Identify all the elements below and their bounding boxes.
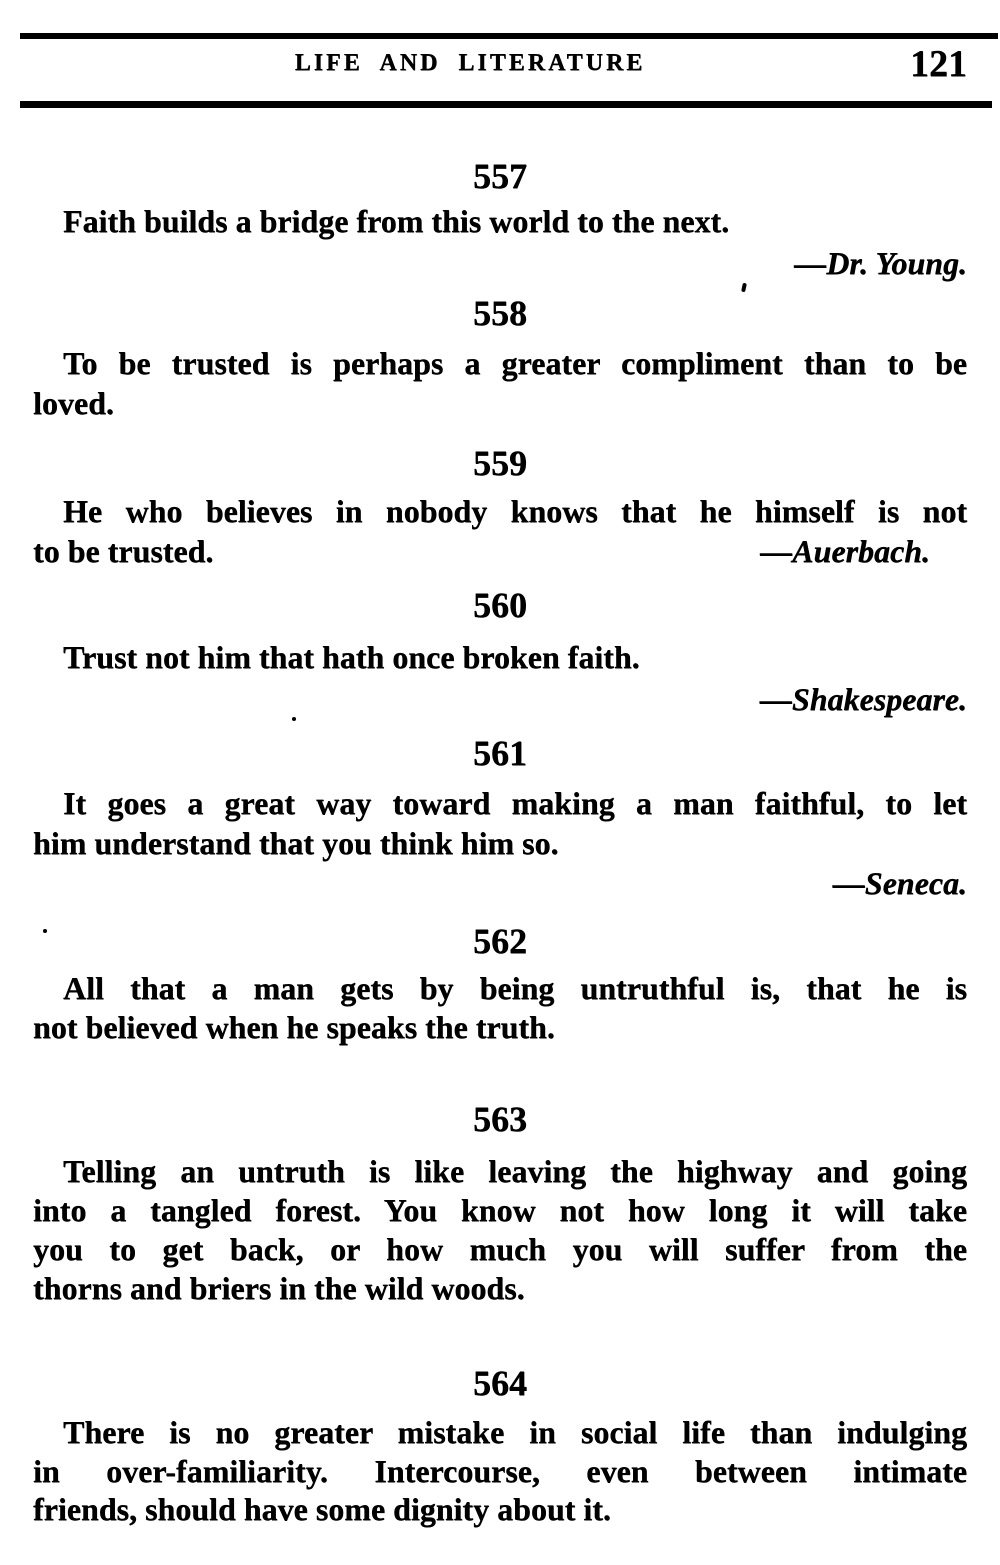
quote-561-number: 561 (473, 733, 527, 773)
page-number: 121 (910, 43, 967, 85)
quote-562-text-line-1: All that a man gets by being untruthful is, that he is (63, 970, 967, 1006)
quote-560-attribution: —Shakespeare. (759, 681, 967, 717)
quote-563-text-line-1: Telling an untruth is like leaving the highway and going (63, 1153, 967, 1189)
quote-561-attribution: —Seneca. (832, 865, 967, 901)
quote-557-number: 557 (473, 156, 527, 196)
header-rule-bottom (20, 101, 992, 108)
scan-speck (43, 929, 47, 933)
quote-563-text-line-4: thorns and briers in the wild woods. (33, 1270, 525, 1306)
quote-560-number: 560 (473, 585, 527, 625)
quote-561-text-line-1: It goes a great way toward making a man faithful, to let (63, 785, 967, 821)
quote-559-attribution: —Auerbach. (760, 533, 930, 569)
quote-562-text-line-2: not believed when he speaks the truth. (33, 1009, 555, 1045)
quote-558-number: 558 (473, 293, 527, 333)
quote-557-text-line-1: Faith builds a bridge from this world to the next. (63, 203, 730, 239)
quote-559-number: 559 (473, 443, 527, 483)
quote-563-text-line-3: you to get back, or how much you will suffer from the (33, 1231, 967, 1267)
quote-564-number: 564 (473, 1363, 527, 1403)
quote-559-text-line-2 (33, 533, 967, 570)
header-rule-top (20, 33, 998, 39)
quote-558-text-line-1: To be trusted is perhaps a greater compliment than to be (63, 345, 967, 381)
quote-559-text-line-2-text: to be trusted. (33, 533, 214, 569)
scan-speck (741, 283, 747, 293)
quote-559-text-line-1: He who believes in nobody knows that he himself is not (63, 493, 967, 529)
quote-561-text-line-2: him understand that you think him so. (33, 825, 559, 861)
quote-560-text-line-1: Trust not him that hath once broken faith. (63, 639, 640, 675)
quote-562-number: 562 (473, 921, 527, 961)
page-title: LIFE AND LITERATURE (294, 50, 646, 76)
quote-558-text-line-2: loved. (33, 385, 114, 421)
quote-563-text-line-2: into a tangled forest. You know not how long it will take (33, 1192, 967, 1228)
quote-563-number: 563 (473, 1099, 527, 1139)
quote-564-text-line-1: There is no greater mistake in social life than indulging (63, 1414, 967, 1450)
quote-564-text-line-3: friends, should have some dignity about it. (33, 1491, 611, 1527)
quote-557-attribution: —Dr. Young. (794, 245, 967, 281)
scan-speck (292, 717, 296, 721)
quote-564-text-line-2: in over-familiarity. Intercourse, even between intimate (33, 1453, 967, 1489)
